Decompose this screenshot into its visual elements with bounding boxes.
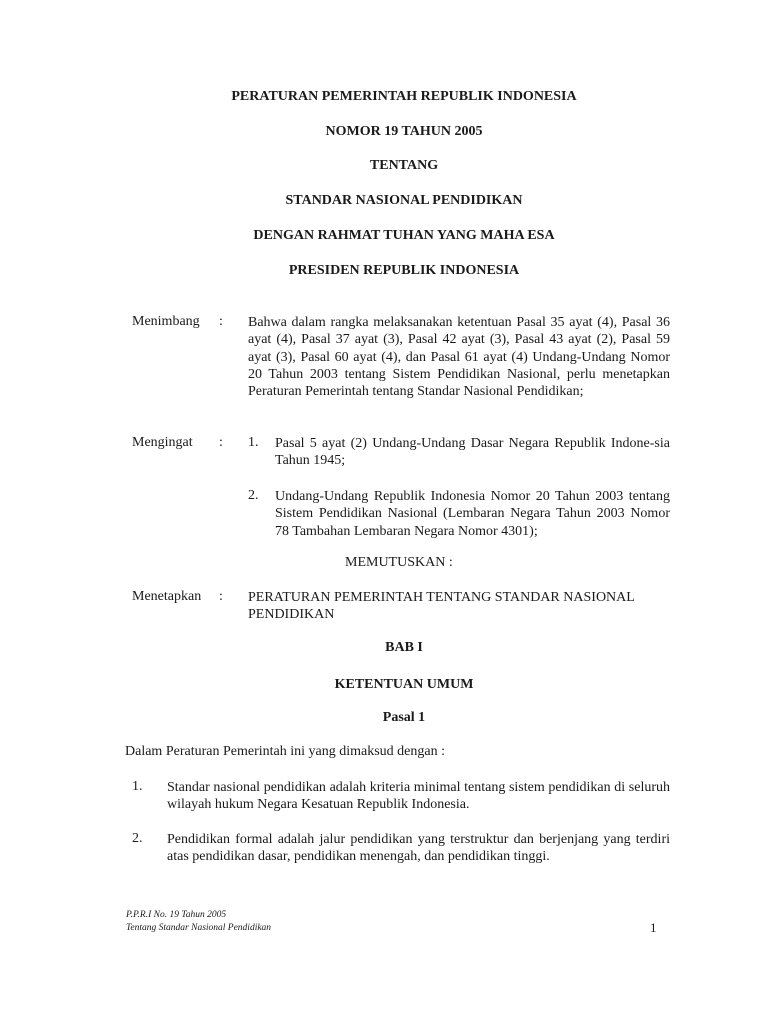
chapter-title: KETENTUAN UMUM [334, 677, 474, 692]
title-line-5: DENGAN RAHMAT TUHAN YANG MAHA ESA [253, 228, 555, 243]
article-intro: Dalam Peraturan Pemerintah ini yang dimaksud dengan : [125, 744, 445, 759]
mengingat-item-2-number: 2. [248, 488, 259, 503]
menimbang-text: Bahwa dalam rangka melaksanakan ketentuan Pasal 35 ayat (4), Pasal 36 ayat (4), Pasal 37 ayat (3), Pasal 42 ayat (3), Pasal 43 ayat (2), Pasal 59 ayat (3), Pasal 60 ayat (4), dan Pasal 61 ayat (4) Undang-Undang Nomor 20 Tahun 2003 tentang Sistem Pendidikan Nasional, perlu menetapkan Peraturan Pemerintah tentang Standar Nasional Pendidikan; [248, 315, 670, 400]
definition-1-number: 1. [132, 779, 143, 794]
title-line-4: STANDAR NASIONAL PENDIDIKAN [285, 193, 523, 208]
menetapkan-text: PERATURAN PEMERINTAH TENTANG STANDAR NASIONAL PENDIDIKAN [248, 590, 635, 623]
mengingat-item-1-number: 1. [248, 435, 259, 450]
footer-line-2: Tentang Standar Nasional Pendidikan [126, 923, 272, 933]
page-number: 1 [650, 920, 657, 935]
definition-2-number: 2. [132, 831, 143, 846]
memutuskan-heading: MEMUTUSKAN : [345, 555, 453, 570]
definition-2-text: Pendidikan formal adalah jalur pendidikan yang terstruktur dan berjenjang yang terdiri atas pendidikan dasar, pendidikan menengah, dan pendidikan tinggi. [167, 832, 670, 865]
menimbang-colon: : [219, 314, 223, 329]
mengingat-colon: : [219, 435, 223, 450]
title-line-1: PERATURAN PEMERINTAH REPUBLIK INDONESIA [231, 89, 577, 104]
chapter-number: BAB I [385, 640, 423, 655]
title-line-2: NOMOR 19 TAHUN 2005 [325, 124, 483, 139]
menetapkan-colon: : [219, 589, 223, 604]
menetapkan-label: Menetapkan [132, 589, 202, 604]
article-number: Pasal 1 [382, 710, 426, 725]
title-line-3: TENTANG [369, 158, 439, 173]
mengingat-item-2-text: Undang-Undang Republik Indonesia Nomor 20 Tahun 2003 tentang Sistem Pendidikan Nasional (Lembaran Negara Tahun 2003 Nomor 78 Tambahan Lembaran Negara Nomor 4301); [275, 489, 670, 539]
footer-line-1: P.P.R.I No. 19 Tahun 2005 [126, 910, 227, 920]
title-line-6: PRESIDEN REPUBLIK INDONESIA [288, 263, 520, 278]
menimbang-label: Menimbang [132, 314, 200, 329]
definition-1-text: Standar nasional pendidikan adalah kriteria minimal tentang sistem pendidikan di seluruh wilayah hukum Negara Kesatuan Republik Indonesia. [167, 780, 670, 813]
mengingat-label: Mengingat [132, 435, 193, 450]
mengingat-item-1-text: Pasal 5 ayat (2) Undang-Undang Dasar Negara Republik Indone-sia Tahun 1945; [275, 436, 670, 469]
